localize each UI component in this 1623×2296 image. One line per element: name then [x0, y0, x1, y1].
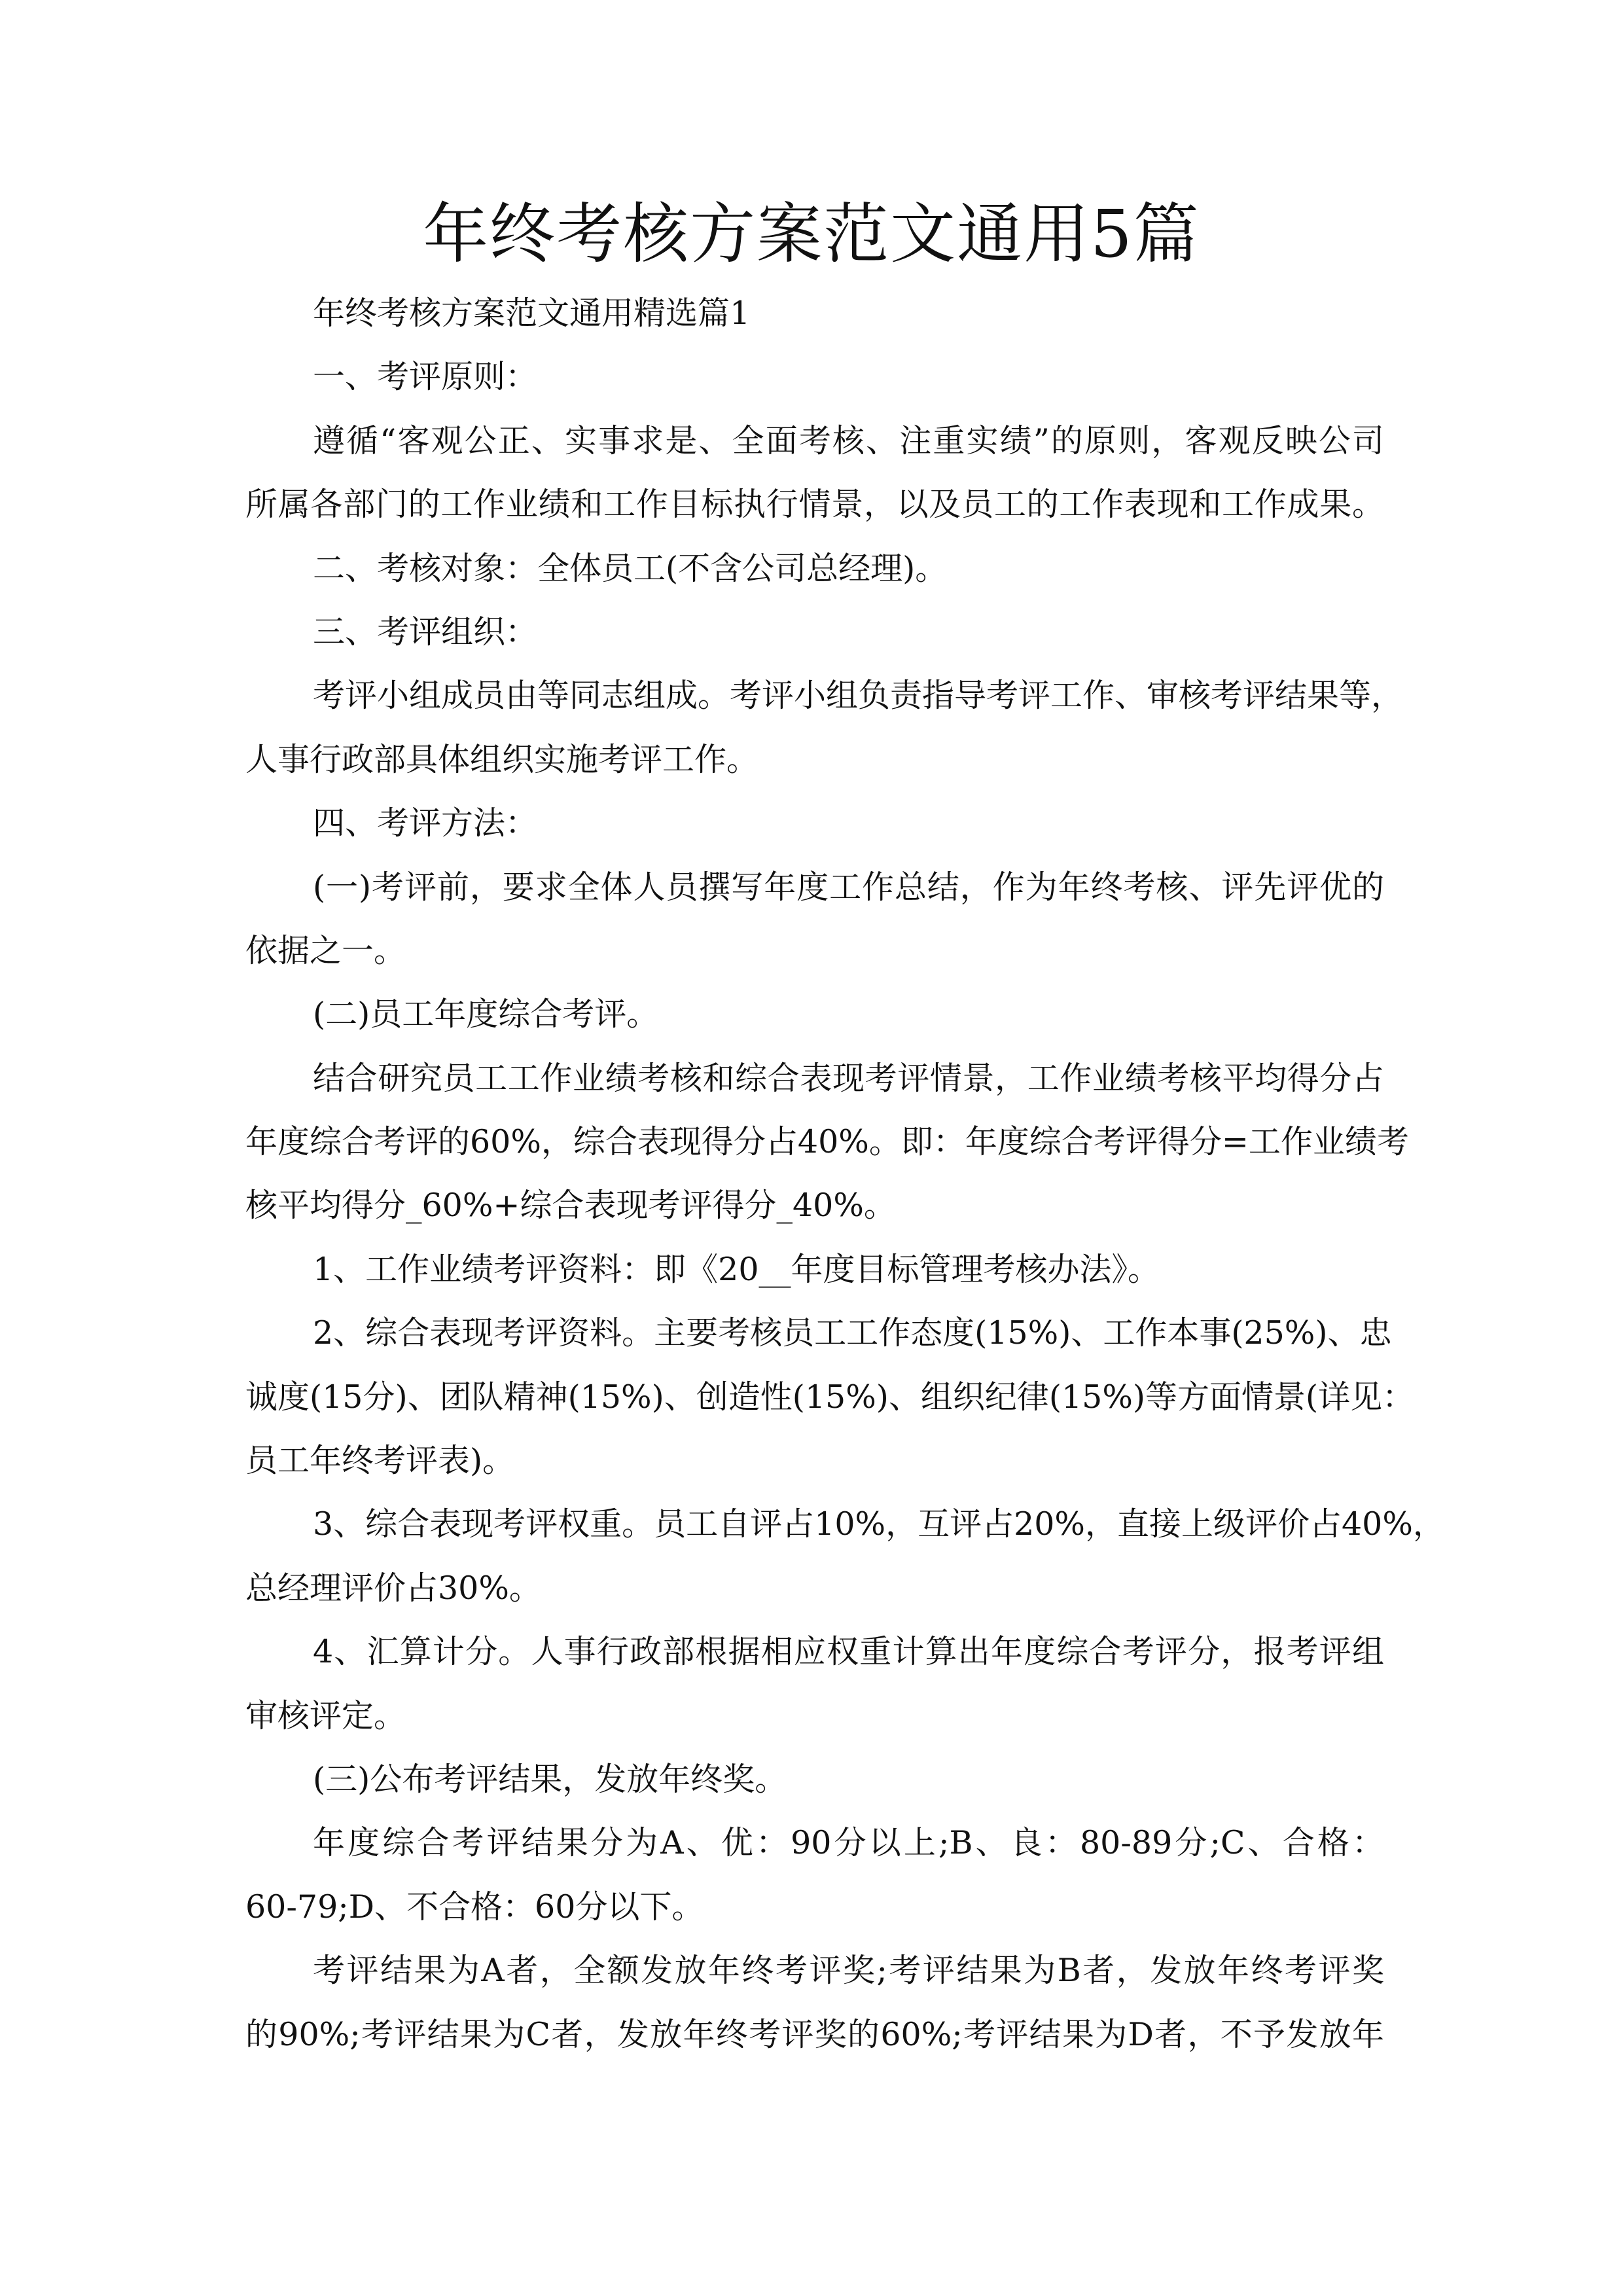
- text-line: (一)考评前，要求全体人员撰写年度工作总结，作为年终考核、评先评优的: [313, 868, 1384, 906]
- text-line: 核平均得分_60%+综合表现考评得分_40%。: [245, 1187, 896, 1225]
- text-line: 遵循“客观公正、实事求是、全面考核、注重实绩”的原则，客观反映公司: [313, 422, 1384, 459]
- text-line: 人事行政部具体组织实施考评工作。: [245, 740, 759, 778]
- text-line: 结合研究员工工作业绩考核和综合表现考评情景，工作业绩考核平均得分占: [313, 1059, 1384, 1097]
- text-line: 60-79;D、不合格：60分以下。: [245, 1888, 704, 1926]
- text-line: 审核评定。: [245, 1696, 406, 1734]
- text-line: 员工年终考评表)。: [245, 1442, 515, 1480]
- document-body: [245, 281, 1445, 2066]
- text-line: 年终考核方案范文通用精选篇1: [313, 295, 751, 332]
- text-line: 诚度(15分)、团队精神(15%)、创造性(15%)、组织纪律(15%)等方面情景(详见：: [245, 1378, 1415, 1416]
- text-line: 总经理评价占30%。: [245, 1569, 541, 1607]
- document-title: 年终考核方案范文通用5篇: [423, 196, 1200, 272]
- text-line: 考评结果为A者，全额发放年终考评奖;考评结果为B者，发放年终考评奖: [313, 1952, 1384, 1990]
- text-line: 4、汇算计分。人事行政部根据相应权重计算出年度综合考评分，报考评组: [313, 1633, 1384, 1671]
- text-line: 三、考评组织：: [313, 613, 538, 651]
- text-line: 一、考评原则：: [313, 358, 538, 396]
- text-line: 的90%;考评结果为C者，发放年终考评奖的60%;考评结果为D者，不予发放年: [245, 2015, 1384, 2053]
- text-line: 考评小组成员由等同志组成。考评小组负责指导考评工作、审核考评结果等，: [313, 677, 1404, 715]
- text-line: (二)员工年度综合考评。: [313, 996, 659, 1033]
- text-line: 四、考评方法：: [313, 804, 538, 842]
- text-line: (三)公布考评结果，发放年终奖。: [313, 1760, 787, 1798]
- text-line: 依据之一。: [245, 931, 406, 969]
- text-line: 年度综合考评结果分为A、优：90分以上;B、良：80-89分;C、合格：: [313, 1824, 1384, 1862]
- text-line: 1、工作业绩考评资料：即《20__年度目标管理考核办法》。: [313, 1250, 1160, 1288]
- text-line: 年度综合考评的60%，综合表现得分占40%。即：年度综合考评得分=工作业绩考: [245, 1123, 1409, 1161]
- text-line: 二、考核对象：全体员工(不含公司总经理)。: [313, 549, 948, 587]
- text-line: 2、综合表现考评资料。主要考核员工工作态度(15%)、工作本事(25%)、忠: [313, 1314, 1392, 1352]
- text-line: 所属各部门的工作业绩和工作目标执行情景，以及员工的工作表现和工作成果。: [245, 486, 1384, 524]
- text-line: 3、综合表现考评权重。员工自评占10%，互评占20%，直接上级评价占40%，: [313, 1505, 1445, 1543]
